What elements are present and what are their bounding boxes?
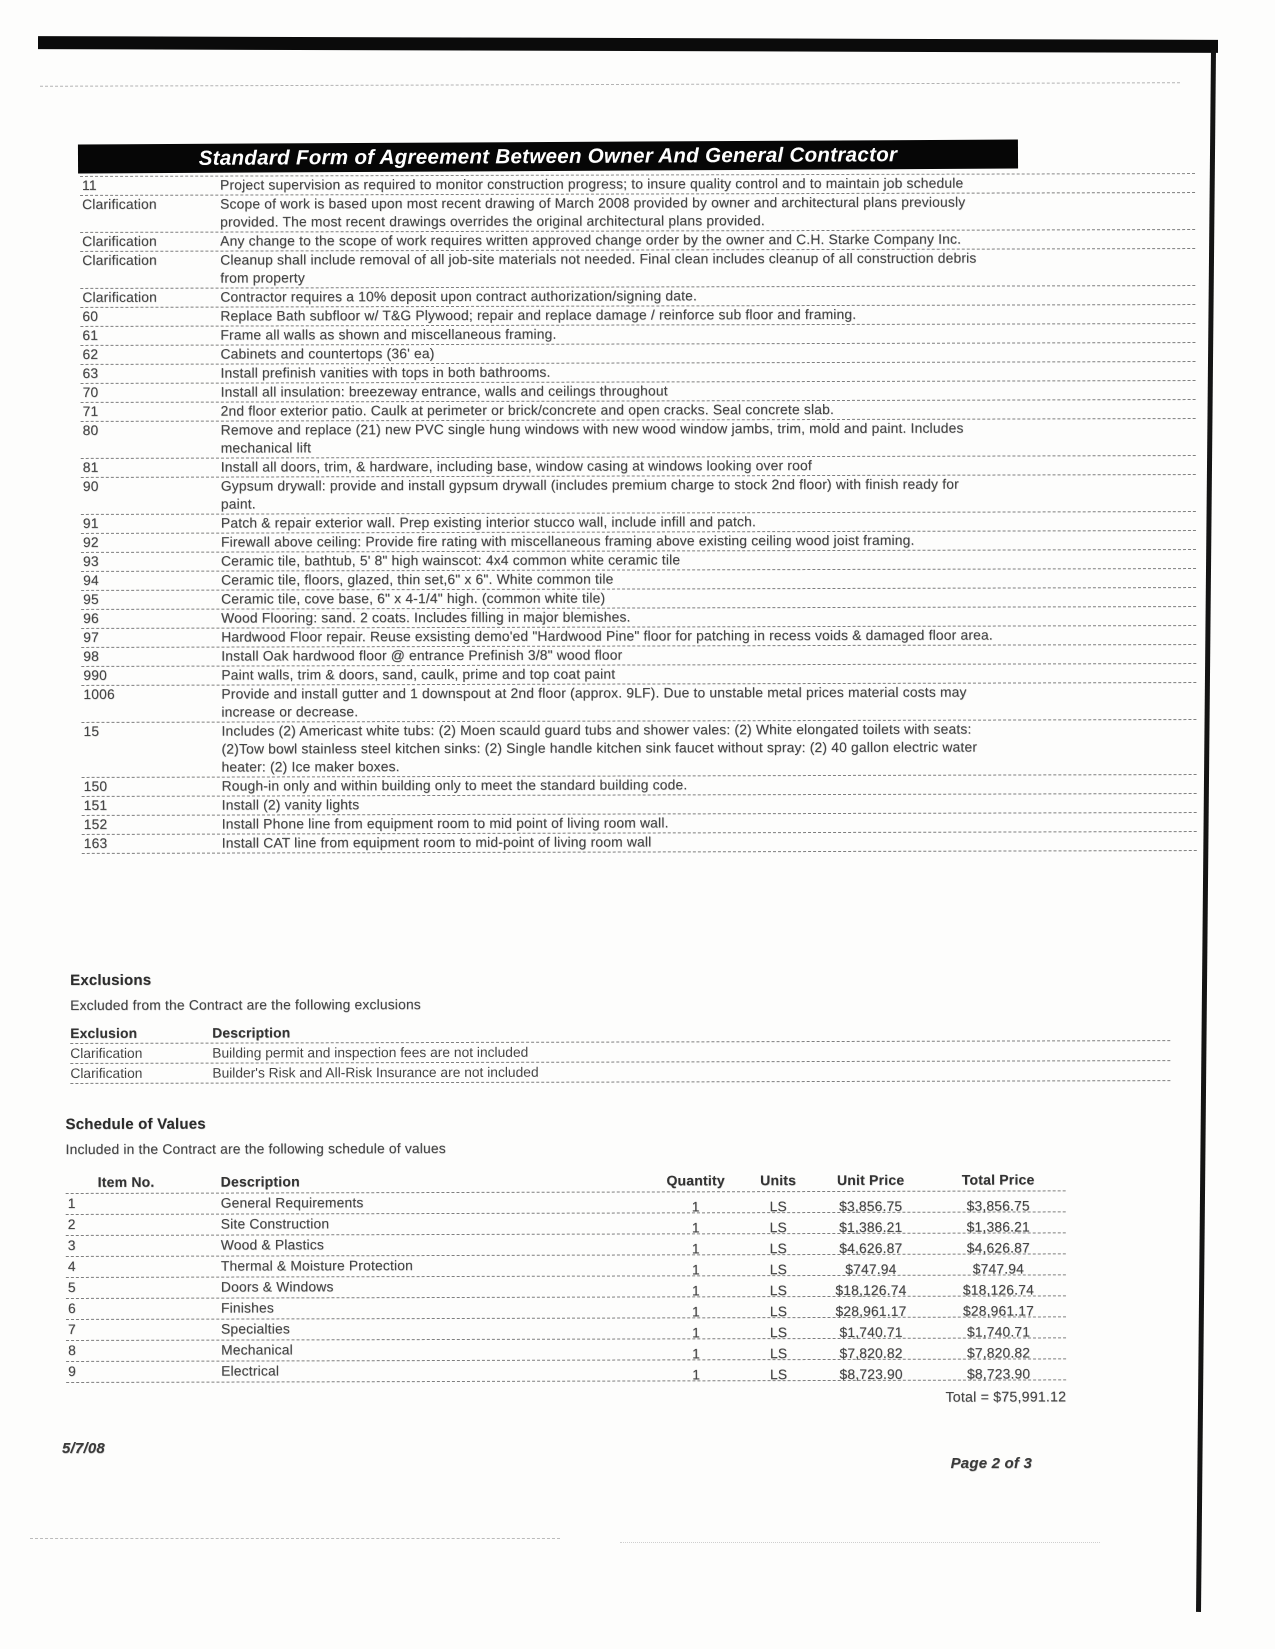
schedule-item-no: 1 bbox=[67, 1195, 76, 1211]
schedule-quantity: 1 bbox=[692, 1346, 701, 1362]
item-number: 990 bbox=[83, 667, 107, 683]
item-description: Install all doors, trim, & hardware, including base, window casing at windows looking over roof bbox=[220, 458, 812, 475]
item-no-column-header: Item No. bbox=[97, 1173, 155, 1190]
item-description: Frame all walls as shown and miscellaneous framing. bbox=[220, 326, 557, 343]
schedule-description: Finishes bbox=[220, 1300, 274, 1316]
exclusion-description: Building permit and inspection fees are not included bbox=[212, 1044, 529, 1061]
contract-item-row bbox=[81, 683, 1196, 723]
footer-page-number: Page 2 of 3 bbox=[950, 1455, 1032, 1472]
schedule-unit-price: $18,126.74 bbox=[835, 1282, 907, 1298]
item-description: Gypsum drywall: provide and install gypsum drywall (includes premium charge to stock 2nd floor) with finish ready for paint. bbox=[220, 476, 959, 512]
item-description: Install CAT line from equipment room to mid-point of living room wall bbox=[221, 834, 652, 851]
contract-item-row bbox=[81, 475, 1196, 515]
item-description: Provide and install gutter and 1 downspout at 2nd floor (approx. 9LF). Due to unstable metal prices material costs may increase or decrease. bbox=[221, 684, 967, 720]
schedule-description: Doors & Windows bbox=[220, 1279, 334, 1295]
item-description: Install all insulation: breezeway entrance, walls and ceilings throughout bbox=[220, 383, 668, 400]
item-number: 80 bbox=[82, 422, 99, 438]
document-title-bar: Standard Form of Agreement Between Owner And General Contractor bbox=[78, 140, 1018, 174]
item-number: 11 bbox=[82, 177, 97, 193]
schedule-item-no: 6 bbox=[67, 1300, 76, 1316]
schedule-quantity: 1 bbox=[692, 1367, 701, 1383]
schedule-units: LS bbox=[769, 1304, 788, 1320]
item-description: Cabinets and countertops (36' ea) bbox=[220, 346, 435, 362]
exclusions-table-body bbox=[70, 1041, 1170, 1084]
exclusion-label: Clarification bbox=[70, 1045, 143, 1061]
schedule-table-body bbox=[66, 1191, 1066, 1383]
item-description: Install prefinish vanities with tops in both bathrooms. bbox=[220, 364, 551, 381]
schedule-units: LS bbox=[769, 1283, 788, 1299]
schedule-total-price: $7,820.82 bbox=[966, 1345, 1031, 1361]
schedule-units: LS bbox=[769, 1367, 788, 1383]
item-number: 1006 bbox=[83, 686, 115, 702]
schedule-quantity: 1 bbox=[691, 1283, 700, 1299]
item-number: 61 bbox=[82, 327, 99, 343]
schedule-table-header bbox=[66, 1168, 1066, 1194]
schedule-item-no: 9 bbox=[68, 1363, 77, 1379]
item-description: Any change to the scope of work requires written approved change order by the owner and C.H. Starke Company Inc. bbox=[220, 231, 962, 249]
units-column-header: Units bbox=[760, 1172, 797, 1189]
item-number: Clarification bbox=[82, 233, 157, 249]
contract-item-row bbox=[80, 249, 1195, 289]
schedule-heading: Schedule of Values bbox=[65, 1115, 206, 1133]
item-description: Wood Flooring: sand. 2 coats. Includes filling in major blemishes. bbox=[221, 609, 631, 626]
exclusion-column-header: Exclusion bbox=[70, 1025, 138, 1041]
schedule-description: Thermal & Moisture Protection bbox=[220, 1258, 414, 1274]
schedule-item-no: 5 bbox=[67, 1279, 76, 1295]
schedule-table bbox=[66, 1168, 1067, 1383]
contract-item-row bbox=[82, 832, 1197, 854]
item-number: 90 bbox=[82, 478, 99, 494]
schedule-quantity: 1 bbox=[691, 1199, 700, 1215]
schedule-unit-price: $28,961.17 bbox=[835, 1303, 907, 1319]
contract-item-row bbox=[80, 193, 1195, 233]
item-number: 60 bbox=[82, 308, 99, 324]
contract-item-row bbox=[81, 419, 1196, 459]
contract-item-row bbox=[81, 720, 1196, 778]
schedule-total-price: $8,723.90 bbox=[967, 1366, 1031, 1382]
schedule-unit-price: $7,820.82 bbox=[839, 1345, 903, 1361]
schedule-description: Wood & Plastics bbox=[220, 1237, 325, 1253]
schedule-unit-price: $1,386.21 bbox=[839, 1219, 903, 1235]
exclusions-intro: Excluded from the Contract are the following exclusions bbox=[70, 997, 421, 1013]
schedule-description: Electrical bbox=[221, 1363, 280, 1379]
item-description: Hardwood Floor repair. Reuse exsisting demo'ed "Hardwood Pine" floor for patching in recess voids & damaged floor area. bbox=[221, 627, 993, 645]
item-number: 150 bbox=[83, 778, 108, 794]
footer-date: 5/7/08 bbox=[62, 1440, 105, 1457]
schedule-total: Total = $75,991.12 bbox=[945, 1389, 1067, 1406]
scan-artifact-bottom-dots bbox=[620, 1542, 1100, 1543]
item-number: 96 bbox=[83, 610, 99, 626]
item-number: 62 bbox=[82, 346, 99, 362]
schedule-quantity: 1 bbox=[691, 1262, 700, 1278]
schedule-unit-price: $8,723.90 bbox=[839, 1366, 903, 1382]
item-number: 93 bbox=[82, 553, 99, 569]
schedule-total-price: $1,740.71 bbox=[966, 1324, 1031, 1340]
item-number: 151 bbox=[83, 797, 108, 813]
item-description: Scope of work is based upon most recent drawing of March 2008 provided by owner and architectural plans previously provided. The most recent drawings overrides the original architectural plans provided. bbox=[220, 194, 966, 230]
schedule-item-no: 4 bbox=[67, 1258, 76, 1274]
schedule-units: LS bbox=[769, 1241, 787, 1257]
total-price-column-header: Total Price bbox=[961, 1171, 1035, 1188]
item-number: 97 bbox=[83, 629, 99, 645]
item-description: Contractor requires a 10% deposit upon contract authorization/signing date. bbox=[220, 288, 698, 305]
schedule-total-price: $747.94 bbox=[972, 1261, 1025, 1277]
schedule-row bbox=[66, 1191, 1066, 1215]
schedule-item-no: 8 bbox=[68, 1342, 76, 1358]
quantity-column-header: Quantity bbox=[666, 1172, 725, 1189]
item-number: Clarification bbox=[82, 289, 158, 305]
schedule-units: LS bbox=[769, 1220, 787, 1236]
schedule-units: LS bbox=[769, 1262, 788, 1278]
item-number: 92 bbox=[82, 534, 99, 550]
schedule-quantity: 1 bbox=[692, 1325, 700, 1341]
item-description: Project supervision as required to monitor construction progress; to insure quality control and to maintain job schedule bbox=[220, 175, 964, 193]
exclusion-description: Builder's Risk and All-Risk Insurance are not included bbox=[212, 1064, 539, 1081]
item-number: 98 bbox=[83, 648, 100, 664]
schedule-total-price: $4,626.87 bbox=[966, 1240, 1030, 1256]
schedule-quantity: 1 bbox=[691, 1241, 700, 1257]
schedule-total-price: $3,856.75 bbox=[966, 1198, 1030, 1214]
document-body bbox=[63, 173, 1205, 1406]
item-number: 70 bbox=[82, 384, 99, 400]
schedule-quantity: 1 bbox=[691, 1220, 700, 1236]
item-number: 91 bbox=[82, 515, 99, 531]
description-column-header: Description bbox=[212, 1025, 291, 1041]
scan-artifact-top-bar bbox=[38, 36, 1218, 53]
item-description: Cleanup shall include removal of all job-site materials not needed. Final clean includes cleanup of all construction debris from property bbox=[220, 250, 977, 286]
schedule-total-price: $28,961.17 bbox=[962, 1303, 1035, 1319]
schedule-unit-price: $4,626.87 bbox=[839, 1240, 903, 1256]
item-number: 95 bbox=[83, 591, 99, 607]
exclusion-row bbox=[70, 1061, 1170, 1084]
schedule-unit-price: $1,740.71 bbox=[839, 1324, 903, 1340]
description-column-header: Description bbox=[220, 1173, 300, 1190]
item-number: 71 bbox=[82, 403, 99, 419]
item-number: 152 bbox=[83, 816, 108, 832]
schedule-description: Mechanical bbox=[221, 1342, 293, 1358]
item-description: Remove and replace (21) new PVC single hung windows with new wood window jambs, trim, mold and paint. Includes mechanical lift bbox=[220, 420, 964, 456]
item-number: 15 bbox=[83, 723, 100, 739]
item-number: 63 bbox=[82, 365, 99, 381]
item-number: Clarification bbox=[82, 196, 157, 212]
contract-items-table bbox=[80, 173, 1197, 854]
schedule-quantity: 1 bbox=[692, 1304, 700, 1320]
item-description: Ceramic tile, cove base, 6" x 4-1/4" high. (common white tile) bbox=[221, 590, 606, 607]
item-description: Paint walls, trim & doors, sand, caulk, prime and top coat paint bbox=[221, 666, 616, 683]
schedule-total-price: $1,386.21 bbox=[966, 1219, 1030, 1235]
schedule-description: Specialties bbox=[220, 1321, 290, 1337]
schedule-unit-price: $747.94 bbox=[845, 1261, 897, 1277]
item-description: 2nd floor exterior patio. Caulk at perimeter or brick/concrete and open cracks. Seal concrete slab. bbox=[220, 401, 835, 419]
item-description: Install Oak hardwood floor @ entrance Prefinish 3/8" wood floor bbox=[221, 647, 623, 664]
item-number: 94 bbox=[83, 572, 99, 588]
item-description: Rough-in only and within building only to meet the standard building code. bbox=[221, 777, 688, 794]
item-description: Install Phone line from equipment room to mid point of living room wall. bbox=[221, 815, 669, 832]
schedule-of-values-section bbox=[65, 1113, 1196, 1408]
schedule-item-no: 2 bbox=[67, 1216, 76, 1232]
schedule-item-no: 3 bbox=[67, 1237, 76, 1253]
item-number: 81 bbox=[82, 459, 99, 475]
exclusion-label: Clarification bbox=[70, 1065, 143, 1081]
item-description: Ceramic tile, bathtub, 5' 8" high wainscot: 4x4 common white ceramic tile bbox=[220, 552, 681, 569]
schedule-intro: Included in the Contract are the following schedule of values bbox=[65, 1141, 446, 1157]
schedule-units: LS bbox=[769, 1325, 788, 1341]
item-number: Clarification bbox=[82, 252, 157, 268]
item-description: Ceramic tile, floors, glazed, thin set,6" x 6". White common tile bbox=[221, 571, 614, 588]
schedule-unit-price: $3,856.75 bbox=[839, 1198, 903, 1214]
item-description: Install (2) vanity lights bbox=[221, 797, 360, 813]
schedule-item-no: 7 bbox=[68, 1321, 76, 1337]
schedule-units: LS bbox=[769, 1199, 787, 1215]
item-number: 163 bbox=[83, 835, 108, 851]
schedule-description: Site Construction bbox=[220, 1216, 330, 1232]
item-description: Includes (2) Americast white tubs: (2) Moen scauld guard tubs and shower vales: (2) White elongated toilets with seats: (2)Tow bowl stainless steel kitchen sinks: (2) Single handle kitchen sink faucet without spray: (2) 40 gallon electric water heater: (2) Ice maker boxes. bbox=[221, 721, 978, 775]
schedule-total-price: $18,126.74 bbox=[962, 1282, 1034, 1298]
exclusions-table bbox=[70, 1021, 1170, 1084]
exclusions-section bbox=[70, 969, 1190, 1084]
item-description: Replace Bath subfloor w/ T&G Plywood; repair and replace damage / reinforce sub floor and framing. bbox=[220, 306, 857, 324]
schedule-description: General Requirements bbox=[220, 1195, 364, 1211]
exclusions-heading: Exclusions bbox=[70, 971, 152, 989]
unit-price-column-header: Unit Price bbox=[836, 1171, 905, 1188]
item-description: Firewall above ceiling: Provide fire rating with miscellaneous framing above existing ceiling wood joist framing. bbox=[220, 532, 915, 550]
scan-artifact-top-dash bbox=[40, 82, 1180, 87]
schedule-units: LS bbox=[769, 1346, 788, 1362]
scan-artifact-bottom-dash bbox=[30, 1538, 560, 1539]
item-description: Patch & repair exterior wall. Prep existing interior stucco wall, include infill and patch. bbox=[220, 514, 756, 531]
